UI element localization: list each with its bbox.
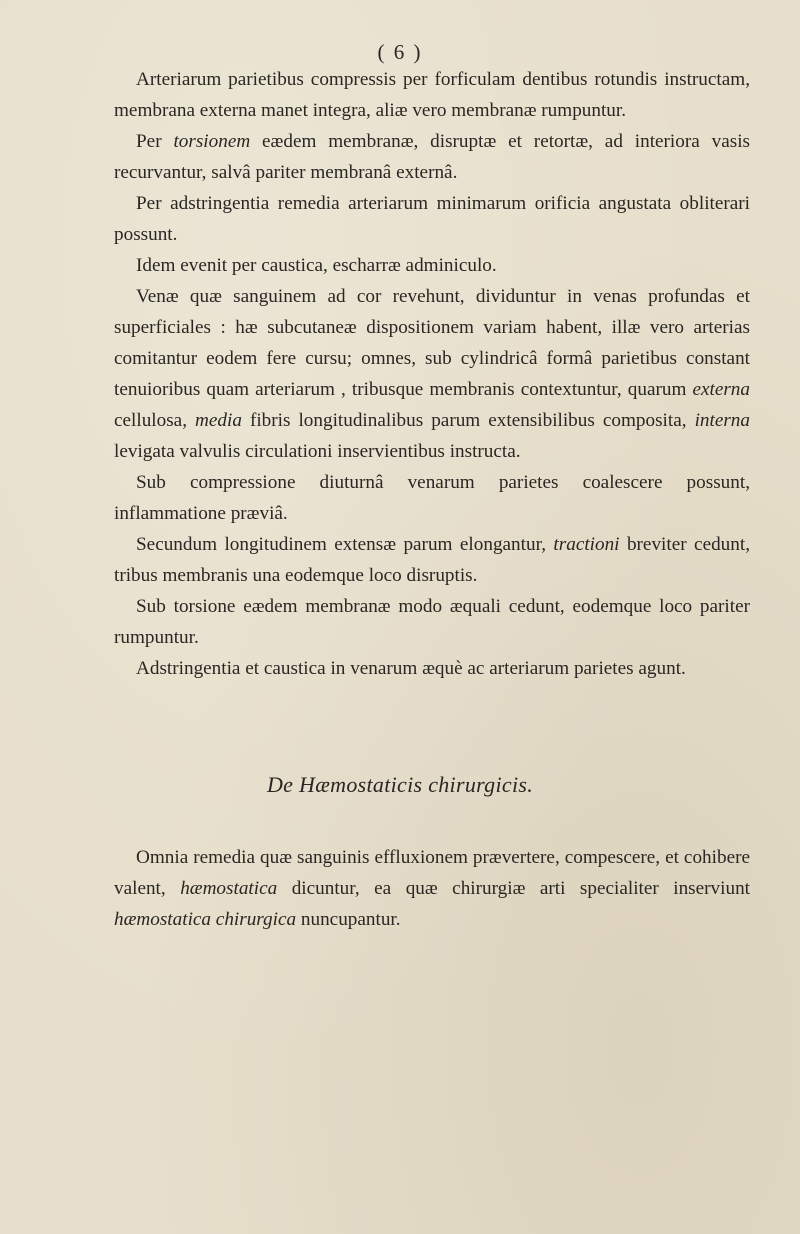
paragraph-2-italic-term: torsionem bbox=[173, 131, 251, 152]
paragraph-5-italic-externa: externa bbox=[692, 379, 750, 400]
paragraph-4-text: Idem evenit per caustica, escharræ adminiculo. bbox=[136, 255, 497, 276]
paragraph-3-text: Per adstringentia remedia arteriarum minimarum orificia angustata obliterari possunt. bbox=[114, 193, 750, 245]
paragraph-5-italic-interna: interna bbox=[694, 410, 750, 431]
paragraph-7-text-2: breviter cedunt, tribus membranis una eodemque loco disruptis. bbox=[114, 534, 750, 586]
closing-text bbox=[114, 842, 750, 935]
closing-text-3: nuncupantur. bbox=[296, 909, 401, 930]
paragraph-8 bbox=[114, 591, 750, 653]
paragraph-9-text: Adstringentia et caustica in venarum æquè ac arteriarum parietes agunt. bbox=[136, 658, 686, 679]
paragraph-5-text-3: fibris longitudinalibus parum extensibilibus composita, bbox=[241, 410, 695, 431]
closing-text-2: dicuntur, ea quæ chirurgiæ arti specialiter inserviunt bbox=[277, 878, 751, 899]
paragraph-5-text-1: Venæ quæ sanguinem ad cor revehunt, dividuntur in venas profundas et superficiales : hæ subcutaneæ dispositionem variam habent, illæ vero arterias comitantur eodem fere cursu; omnes, sub cylindricâ formâ parietibus constant tenuioribus quam arteriarum , tribusque membranis contextuntur, quarum bbox=[114, 286, 750, 400]
paragraph-1-text: Arteriarum parietibus compressis per forficulam dentibus rotundis instructam, membrana externa manet integra, aliæ vero membranæ rumpuntur. bbox=[114, 69, 750, 121]
paragraph-7-italic-tractioni: tractioni bbox=[553, 534, 620, 555]
paragraph-5-italic-media: media bbox=[195, 410, 242, 431]
section-heading: De Hæmostaticis chirurgicis. bbox=[266, 772, 534, 797]
paragraph-6 bbox=[114, 467, 750, 529]
closing-text-1: Omnia remedia quæ sanguinis effluxionem prævertere, compescere, et cohibere valent, bbox=[114, 847, 750, 899]
paragraph-7-text-1: Secundum longitudinem extensæ parum elongantur, bbox=[136, 534, 554, 555]
closing-italic-haemostatica-chirurgica: hæmostatica chirurgica bbox=[114, 909, 297, 930]
paragraph-3 bbox=[114, 188, 750, 250]
paragraph-5 bbox=[114, 281, 750, 467]
paragraph-5-text-2: cellulosa, bbox=[114, 410, 196, 431]
closing-paragraph bbox=[114, 842, 750, 935]
paragraph-2-text-1: Per bbox=[136, 131, 174, 152]
paragraph-1 bbox=[114, 64, 750, 126]
body-text bbox=[114, 64, 750, 684]
paragraph-4 bbox=[114, 250, 750, 281]
paragraph-9 bbox=[114, 653, 750, 684]
paragraph-2 bbox=[114, 126, 750, 188]
page-number: ( 6 ) bbox=[377, 40, 423, 64]
paragraph-7 bbox=[114, 529, 750, 591]
paragraph-2-text-2: eædem membranæ, disruptæ et retortæ, ad interiora vasis recurvantur, salvâ pariter membranâ externâ. bbox=[114, 131, 750, 183]
closing-italic-haemostatica: hæmostatica bbox=[180, 878, 278, 899]
paragraph-6-text: Sub compressione diuturnâ venarum parietes coalescere possunt, inflammatione præviâ. bbox=[114, 472, 750, 524]
paragraph-5-text-4: levigata valvulis circulationi inservientibus instructa. bbox=[114, 441, 521, 462]
paragraph-8-text: Sub torsione eædem membranæ modo æquali cedunt, eodemque loco pariter rumpuntur. bbox=[114, 596, 750, 648]
